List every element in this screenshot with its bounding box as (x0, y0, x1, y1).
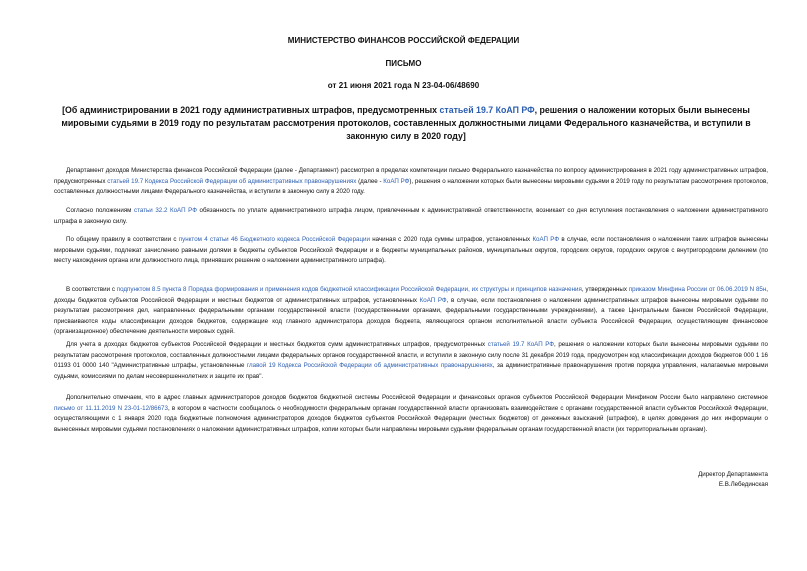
p1-text-2: (далее - (356, 177, 384, 185)
p1-link-koap-article-19-7[interactable]: статьей 19.7 Кодекса Российской Федерации об административных правонарушениях (107, 177, 357, 185)
p4-link-minfin-order[interactable]: приказом Минфина России от 06.06.2019 N 85н (628, 286, 767, 293)
paragraph-5 (54, 340, 768, 382)
p6-text-2: , в котором в частности сообщалось о необходимости федеральным органам государственной власти организовать взаимодействие с органами государственной власти субъектов Российской Федерации, осуществляющими с 1 января 2020 года бюджетные полномочия администраторов доходов бюджетов субъектов Российской Федерации (местных бюджетов) от денежных взысканий (штрафов), в целях доведения до них информации о вынесенных мировыми судьями постановлениях о наложении административных штрафов, копии которых были направлены мировыми судьями федеральным органам государственной власти (их территориальным органам). (54, 404, 768, 433)
p4-text-2: , утвержденных (581, 286, 629, 293)
p4-link-koap[interactable]: КоАП РФ (419, 296, 447, 304)
signature-name: Е.В.Лебединская (718, 481, 768, 488)
p1-link-koap[interactable]: КоАП РФ (383, 177, 410, 185)
p1-text-1: Департамент доходов Министерства финансов Российской Федерации (далее - Департамент) рассмотрел в пределах компетенции письмо Федерального казначейства по вопросу администрирования в 2021 году административных штрафов, предусмотренных (54, 167, 768, 185)
p1-text-3: ), решения о наложении которых были вынесены мировыми судьями в 2019 году по результатам рассмотрения протоколов, составленных должностными лицами Федерального казначейства, и вступили в законную силу в 2020 году. (54, 177, 768, 196)
p2-text-2: обязанность по уплате административного штрафа лицом, привлеченным к административной ответственности, возникает со дня вступления постановления о наложении административного штрафа в законную силу. (54, 207, 768, 225)
p2-link-article-32-2[interactable]: статьи 32.2 КоАП РФ (134, 207, 197, 214)
p3-text-3: в случае, если постановления о наложении таких штрафов вынесены мировыми судьями, подлежат зачислению равными долями в бюджеты субъектов Российской Федерации и в бюджеты муниципальных районов, муниципальных округов, городских округов, городских округов с внутригородским делением (по месту нахождения органа или должностного лица, принявших решение о наложении административного штрафа). (54, 236, 769, 265)
signature-position: Директор Департамента (698, 471, 768, 478)
p6-link-letter[interactable]: письмо от 11.11.2019 N 23-01-12/86673 (54, 404, 168, 412)
p5-link-article-19-7[interactable]: статьей 19.7 КоАП РФ (487, 341, 555, 348)
p4-link-subclause-8-5[interactable]: подпунктом 8.5 пункта 8 Порядка формирования и применения кодов бюджетной классификации Российской Федерации, их структуры и принципов назначения (116, 286, 582, 293)
title-link-article-19-7[interactable]: статьей 19.7 КоАП РФ (439, 105, 535, 115)
document-date-number: от 21 июня 2021 года N 23-04-06/48690 (327, 81, 480, 90)
p4-text-4: , в случае, если постановления о наложении административных штрафов вынесены мировыми судьями по результатам рассмотрения дел, направленных федеральными органами государственной власти (государственными органами, федеральными государственными учреждениями), а также Центральным банком Российской Федерации, присваиваются коды классификации доходов бюджетов, содержащие код главного администратора доходов бюджета, являющегося органом исполнительной власти субъекта Российской Федерации, осуществляющим финансовое (организационное) обеспечение деятельности мировых судей. (54, 296, 768, 336)
document-type: ПИСЬМО (385, 59, 422, 68)
paragraph-6 (54, 393, 768, 435)
paragraph-4 (54, 285, 768, 338)
p4-text-1: В соответствии с (66, 286, 117, 293)
document-title (50, 104, 762, 143)
p5-text-2: , решения о наложении которых были вынесены мировыми судьями по результатам рассмотрения протоколов, составленных должностными лицами федеральных органов государственной власти, и вступили в законную силу после 31 декабря 2019 года, предусмотрен код классификации доходов бюджетов 000 1 16 01193 01 0000 140 "Административные штрафы, установленные (54, 341, 768, 370)
p5-link-chapter-19[interactable]: главой 19 Кодекса Российской Федерации об административных правонарушениях (246, 362, 493, 370)
p6-text-1: Дополнительно отмечаем, что в адрес главных администраторов доходов бюджетов бюджетной системы Российской Федерации и финансовых органов субъектов Российской Федерации Минфином России было направлено системное (66, 394, 768, 401)
title-text-1: [Об администрировании в 2021 году административных штрафов, предусмотренных (62, 105, 440, 115)
paragraph-2 (54, 206, 768, 227)
p5-text-3: , за административные правонарушения против порядка управления, налагаемые мировыми судьями, комиссиями по делам несовершеннолетних и защите их прав". (54, 362, 768, 380)
p3-link-budget-code[interactable]: пунктом 4 статьи 46 Бюджетного кодекса Российской Федерации (178, 236, 370, 243)
title-text-2: , решения о наложении которых были вынесены мировыми судьями в 2019 году по результатам рассмотрения протоколов, составленных должностными лицами Федерального казначейства, и вступили в законную силу в 2020 году] (61, 105, 751, 141)
p4-text-3: , доходы бюджетов субъектов Российской Федерации и местных бюджетов от административных штрафов, установленных (54, 286, 768, 304)
p3-text-1: По общему правилу в соответствии с (66, 236, 179, 243)
p5-text-1: Для учета в доходах бюджетов субъектов Российской Федерации и местных бюджетов сумм административных штрафов, предусмотренных (66, 341, 488, 348)
paragraph-1 (54, 166, 768, 198)
p3-link-koap[interactable]: КоАП РФ (532, 236, 560, 243)
paragraph-3 (54, 235, 768, 267)
p2-text-1: Согласно положениям (66, 207, 135, 214)
p3-text-2: начиная с 2020 года суммы штрафов, установленных (369, 236, 533, 243)
ministry-header: МИНИСТЕРСТВО ФИНАНСОВ РОССИЙСКОЙ ФЕДЕРАЦИИ (287, 36, 520, 45)
